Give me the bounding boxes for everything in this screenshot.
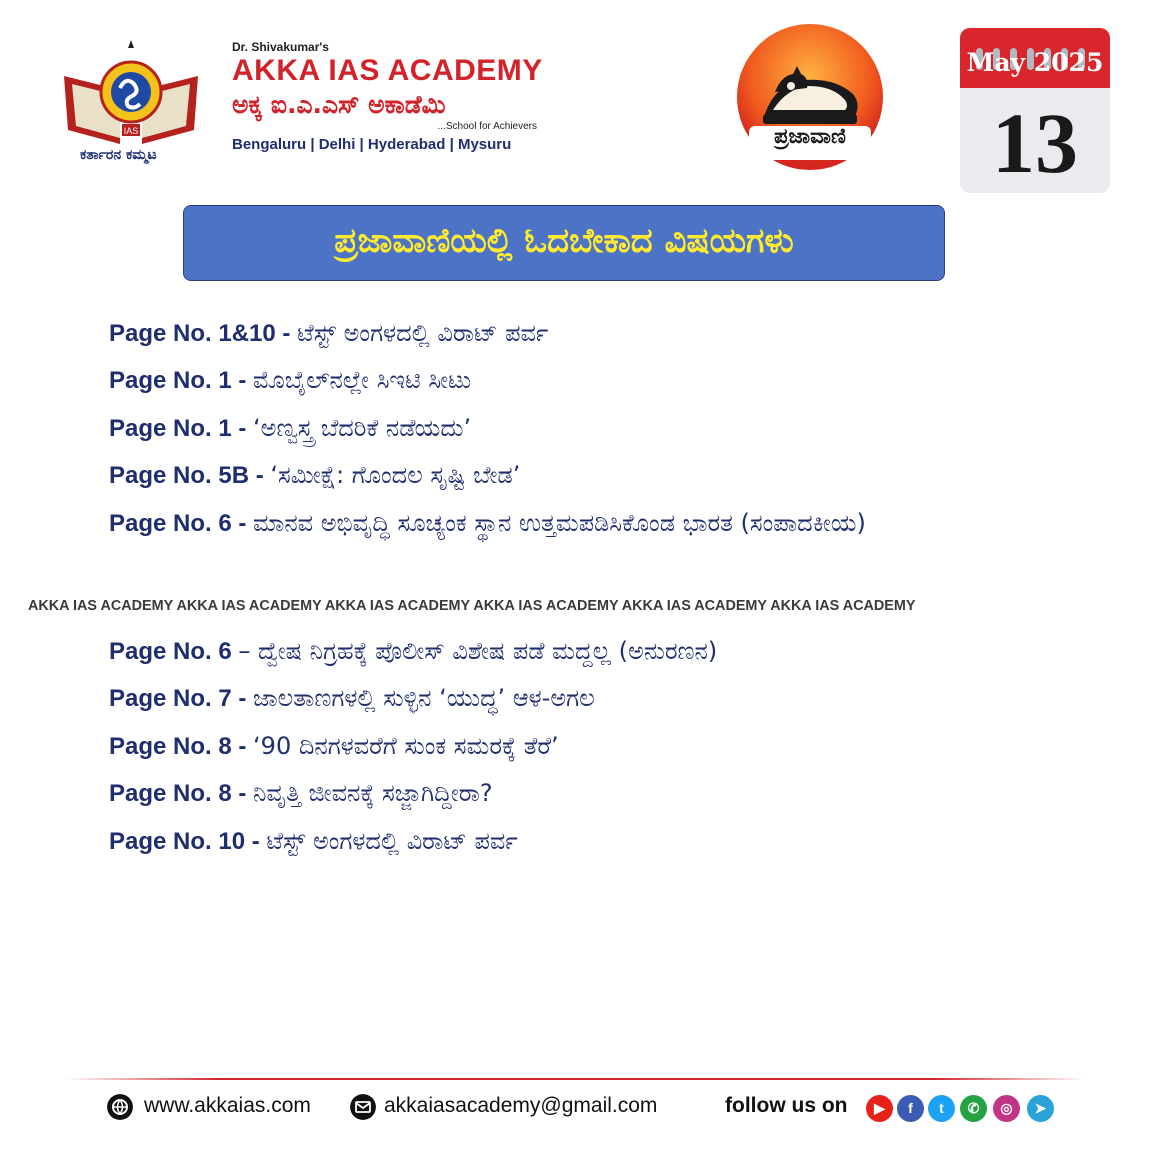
svg-text:IAS: IAS: [123, 126, 139, 136]
telegram-icon[interactable]: ➤: [1027, 1095, 1054, 1122]
list-item: [109, 826, 1029, 857]
page-number: Page No. 1&10 -: [109, 320, 298, 347]
academy-brand: [232, 40, 543, 153]
list-item: [109, 508, 1029, 539]
calendar-month: May 2025: [966, 48, 1104, 77]
date-calendar: [960, 28, 1110, 193]
academy-name: AKKA IAS ACADEMY: [232, 54, 543, 87]
page-number: Page No. 1 -: [109, 367, 254, 395]
youtube-icon[interactable]: ▶: [866, 1095, 893, 1122]
article-title: ಟೆಸ್ಟ್ ಅಂಗಳದಲ್ಲಿ ವಿರಾಟ್ ಪರ್ವ: [297, 319, 549, 347]
page-title: ಪ್ರಜಾವಾಣಿಯಲ್ಲಿ ಓದಬೇಕಾದ ವಿಷಯಗಳು: [334, 221, 794, 261]
page-number: Page No. 5B -: [109, 462, 271, 490]
facebook-icon[interactable]: f: [897, 1095, 924, 1122]
globe-icon: [107, 1094, 133, 1120]
email-link[interactable]: akkaiasacademy@gmail.com: [384, 1094, 658, 1117]
page-number: Page No. 1 -: [109, 414, 254, 442]
website-link[interactable]: www.akkaias.com: [144, 1094, 311, 1117]
calendar-day: 13: [992, 95, 1078, 191]
article-title: ಟೆಸ್ಟ್ ಅಂಗಳದಲ್ಲಿ ವಿರಾಟ್ ಪರ್ವ: [266, 826, 518, 855]
newspaper-name: ಪ್ರಜಾವಾಣಿ: [774, 124, 846, 148]
page-number: Page No. 10 -: [109, 827, 267, 855]
cities: Bengaluru | Delhi | Hyderabad | Mysuru: [232, 136, 512, 153]
list-item: [109, 636, 1029, 667]
article-title: ‘90 ದಿನಗಳವರೆಗೆ ಸುಂಕ ಸಮರಕ್ಕೆ ತೆರೆ’: [253, 731, 559, 760]
footer-divider: [66, 1078, 1086, 1080]
article-title: ಮಾನವ ಅಭಿವೃದ್ಧಿ ಸೂಚ್ಯಂಕ ಸ್ಥಾನ ಉತ್ತಮಪಡಿಸಿಕೊಂಡ ಭಾರತ (ಸಂಪಾದಕೀಯ): [253, 508, 866, 537]
article-title: ಜಾಲತಾಣಗಳಲ್ಲಿ ಸುಳ್ಳಿನ ‘ಯುದ್ಧ’ ಆಳ-ಅಗಲ: [253, 684, 595, 713]
whatsapp-icon[interactable]: ✆: [960, 1095, 987, 1122]
list-item: [109, 460, 1029, 491]
list-item: [109, 778, 1029, 809]
list-item: [109, 683, 1029, 714]
by-line: Dr. Shivakumar's: [232, 40, 329, 54]
academy-name-kannada: ಅಕ್ಕ ಐ.ಎ.ಎಸ್ ಅಕಾಡೆಮಿ: [232, 90, 446, 119]
follow-label: follow us on: [725, 1094, 848, 1117]
article-title: ನಿವೃತ್ತಿ ಜೀವನಕ್ಕೆ ಸಜ್ಜಾಗಿದ್ದೀರಾ?: [253, 779, 493, 808]
page-number: Page No. 7 -: [109, 685, 254, 713]
article-title: ‘ಅಣ್ವಸ್ತ್ರ ಬೆದರಿಕೆ ನಡೆಯದು’: [253, 413, 472, 442]
page-number: Page No. 8 -: [109, 780, 254, 808]
list-item: [109, 731, 1029, 762]
article-list-2: [109, 636, 1029, 873]
article-title: ಮೊಬೈಲ್‌ನಲ್ಲೇ ಸಿಇಟಿ ಸೀಟು: [253, 366, 472, 395]
article-title: – ದ್ವೇಷ ನಿಗ್ರಹಕ್ಕೆ ಪೊಲೀಸ್ ವಿಶೇಷ ಪಡೆ ಮದ್ದಲ್ಲ (ಅನುರಣನ): [238, 637, 718, 665]
page-number: Page No. 6 -: [109, 509, 254, 537]
article-list: [109, 318, 1029, 555]
mail-icon: [350, 1094, 376, 1120]
title-banner: [183, 205, 945, 281]
page-number: Page No. 6: [109, 638, 239, 665]
tagline: ...School for Achievers: [437, 121, 537, 132]
list-item: [109, 413, 1029, 444]
prajavani-logo: [735, 22, 885, 172]
list-item: [109, 365, 1029, 396]
article-title: ‘ಸಮೀಕ್ಷೆ: ಗೊಂದಲ ಸೃಷ್ಟಿ ಬೇಡ’: [270, 461, 521, 490]
logo-caption: ಕರ್ತಾರನ ಕಮ್ಮಟ: [80, 147, 157, 163]
watermark-text: AKKA IAS ACADEMY AKKA IAS ACADEMY AKKA IAS ACADEMY AKKA IAS ACADEMY AKKA IAS ACADEMY AKKA IAS ACADEMY: [28, 598, 916, 614]
instagram-icon[interactable]: ◎: [993, 1095, 1020, 1122]
twitter-icon[interactable]: t: [928, 1095, 955, 1122]
page-number: Page No. 8 -: [109, 732, 254, 760]
list-item: [109, 318, 1029, 349]
